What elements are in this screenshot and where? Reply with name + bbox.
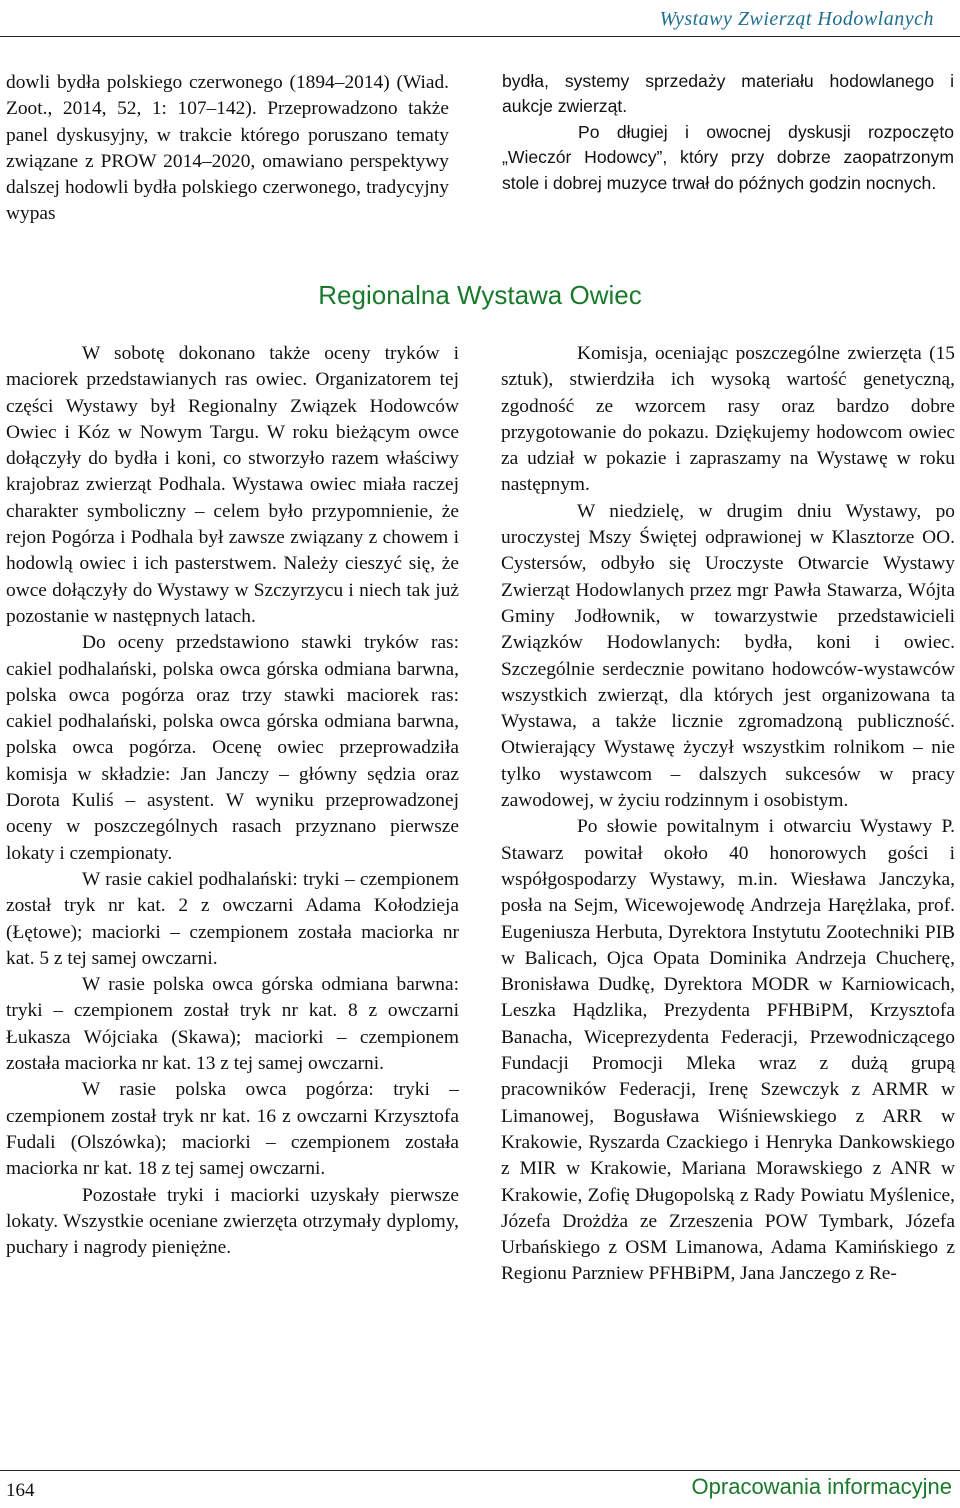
paragraph: Komisja, oceniając poszczególne zwierzęta (15 sztuk), stwierdziła ich wysoką wartość genetyczną, zgodność ze wzorcem rasy oraz bardzo dobre przygotowanie do pokazu. Dziękujemy hodowcom owiec za udział w pokazie i zapraszamy na Wystawę w roku następnym. [501,343,955,496]
paragraph: W sobotę dokonano także oceny tryków i maciorek przedstawianych ras owiec. Organizatorem tej części Wystawy był Regionalny Związek Hodowców Owiec i Kóz w Nowym Targu. W roku bieżącym owce dołączyły do bydła i koni, co stworzyło razem właściwy krajobraz zwierząt Podhala. Wystawa owiec miała raczej charakter symboliczny – celem było przypomnienie, że rejon Pogórza i Podhala był zawsze związany z chowem i hodowlą owiec i ich pasterstwem. Należy cieszyć się, że owce dołączyły do Wystawy w Szczyrzycu i niech tak już pozostanie w następnych latach. [6,343,459,627]
header-rule [0,36,960,37]
paragraph: Do oceny przedstawiono stawki tryków ras: cakiel podhalański, polska owca górska odmiana barwna, polska owca pogórza oraz trzy stawki maciorek ras: cakiel podhalański, polska owca górska odmiana barwna, polska owca pogórza. Ocenę owiec przeprowadziła komisja w składzie: Jan Janczy – główny sędzia oraz Dorota Kuliś – asystent. W wyniku przeprowadzonej oceny w poszczególnych rasach przyznano pierwsze lokaty i czempionaty. [6,632,459,864]
top-right-text [502,69,954,196]
footer-rule [0,1470,960,1471]
page-number: 164 [6,1480,35,1501]
paragraph: bydła, systemy sprzedaży materiału hodowlanego i aukcje zwierząt. [502,71,954,117]
paragraph: Po słowie powitalnym i otwarciu Wystawy P. Stawarz powitał około 40 honorowych gości i współgospodarzy Wystawy, m.in. Wiesława Janczyka, posła na Sejm, Wicewojewodę Andrzeja Harężlaka, prof. Eugeniusza Herbuta, Dyrektora Instytutu Zootechniki PIB w Balicach, Ojca Opata Dominika Andrzeja Chucherę, Bronisława Dudkę, Dyrektora MODR w Karniowicach, Leszka Hądzlika, Prezydenta PFHBiPM, Krzysztofa Banacha, Wiceprezydenta Federacji, Przewodniczącego Fundacji Promocji Mleka wraz z dużą grupą pracowników Federacji, Irenę Szewczyk z ARMR w Limanowej, Bogusława Wiśniewskiego z ARR w Krakowie, Ryszarda Czackiego i Henryka Dankowskiego z MIR w Krakowie, Mariana Morawskiego z ANR w Krakowie, Zofię Długopolską z Rady Powiatu Myślenice, Józefa Drożdża ze Zrzeszenia POW Tymbark, Józefa Urbańskiego z OSM Limanowa, Adama Kamińskiego z Regionu Parzniew PFHBiPM, Jana Janczego z Re- [501,816,955,1285]
paragraph: Po długiej i owocnej dyskusji rozpoczęto „Wieczór Hodowcy”, który przy dobrze zaopatrzonym stole i dobrej muzyce trwał do późnych godzin nocnych. [502,121,954,193]
paragraph: Pozostałe tryki i maciorki uzyskały pierwsze lokaty. Wszystkie oceniane zwierzęta otrzymały dyplomy, puchary i nagrody pieniężne. [6,1184,459,1259]
top-left-text [6,70,449,228]
paragraph: W rasie polska owca pogórza: tryki – czempionem został tryk nr kat. 16 z owczarni Krzysztofa Fudali (Olszówka); maciorki – czempionem została maciorka nr kat. 18 z tej samej owczarni. [6,1079,459,1180]
paragraph: W rasie polska owca górska odmiana barwna: tryki – czempionem został tryk nr kat. 8 z owczarni Łukasza Wójciaka (Skawa); maciorki – czempionem została maciorka nr kat. 13 z tej samej owczarni. [6,974,459,1075]
left-column [6,341,459,1261]
footer-section-title: Opracowania informacyjne [691,1474,952,1499]
running-header: Wystawy Zwierząt Hodowlanych [659,8,934,30]
paragraph: W rasie cakiel podhalański: tryki – czempionem został tryk nr kat. 2 z owczarni Adama Kołodzieja (Łętowe); maciorki – czempionem została maciorka nr kat. 5 z tej samej owczarni. [6,868,459,969]
section-title: Regionalna Wystawa Owiec [318,280,642,310]
paragraph: W niedzielę, w drugim dniu Wystawy, po uroczystej Mszy Świętej odprawionej w Klasztorze OO. Cystersów, odbyło się Uroczyste Otwarcie Wystawy Zwierząt Hodowlanych przez mgr Pawła Stawarza, Wójta Gminy Jodłownik, w towarzystwie przedstawicieli Związków Hodowlanych: bydła, koni i owiec. Szczególnie serdecznie powitano hodowców-wystawców wszystkich zwierząt, dla których jest organizowana ta Wystawa, a także licznie zgromadzoną publiczność. Otwierający Wystawę życzył wszystkim rolnikom – nie tylko wystawcom – dalszych sukcesów w pracy zawodowej, w życiu rodzinnym i osobistym. [501,500,955,812]
right-column [501,341,955,1288]
paragraph: dowli bydła polskiego czerwonego (1894–2014) (Wiad. Zoot., 2014, 52, 1: 107–142). Przeprowadzono także panel dyskusyjny, w trakcie którego poruszano tematy związane z PROW 2014–2020, omawiano perspektywy dalszej hodowli bydła polskiego czerwonego, tradycyjny wypas [6,72,449,225]
